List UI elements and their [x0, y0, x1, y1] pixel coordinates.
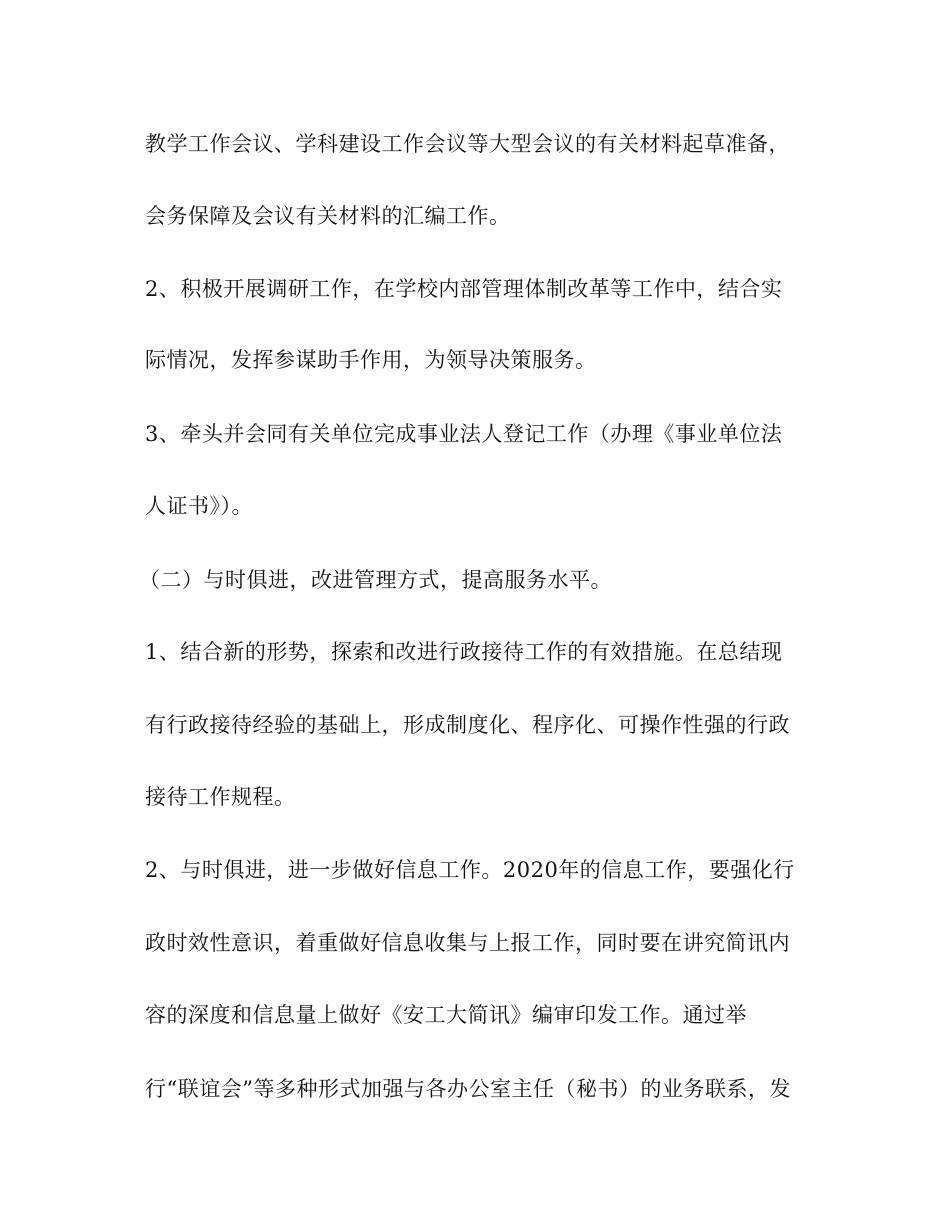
- text-line: 容的深度和信息量上做好《安工大简讯》编审印发工作。通过举: [145, 1003, 747, 1027]
- section-heading: （二）与时俱进，改进管理方式，提高服务水平。: [139, 568, 612, 592]
- text-line: 际情况，发挥参谋助手作用，为领导决策服务。: [145, 348, 597, 372]
- text-line: 会务保障及会议有关材料的汇编工作。: [145, 204, 511, 228]
- text-line: 有行政接待经验的基础上，形成制度化、程序化、可操作性强的行政: [145, 713, 790, 737]
- text-line: 2、与时俱进，进一步做好信息工作。2020年的信息工作，要强化行: [145, 858, 795, 882]
- text-line: 教学工作会议、学科建设工作会议等大型会议的有关材料起草准备，: [145, 132, 790, 156]
- text-line: 3、牵头并会同有关单位完成事业法人登记工作（办理《事业单位法: [145, 422, 783, 446]
- text-line: 人证书》）。: [145, 494, 253, 518]
- text-line: 1、结合新的形势，探索和改进行政接待工作的有效措施。在总结现: [145, 640, 783, 664]
- text-line: 政时效性意识，着重做好信息收集与上报工作，同时要在讲究简讯内: [145, 931, 790, 955]
- text-line: 接待工作规程。: [145, 785, 296, 809]
- text-line: 2、积极开展调研工作，在学校内部管理体制改革等工作中，结合实: [145, 277, 783, 301]
- text-line: 行“联谊会”等多种形式加强与各办公室主任（秘书）的业务联系，发: [145, 1077, 791, 1101]
